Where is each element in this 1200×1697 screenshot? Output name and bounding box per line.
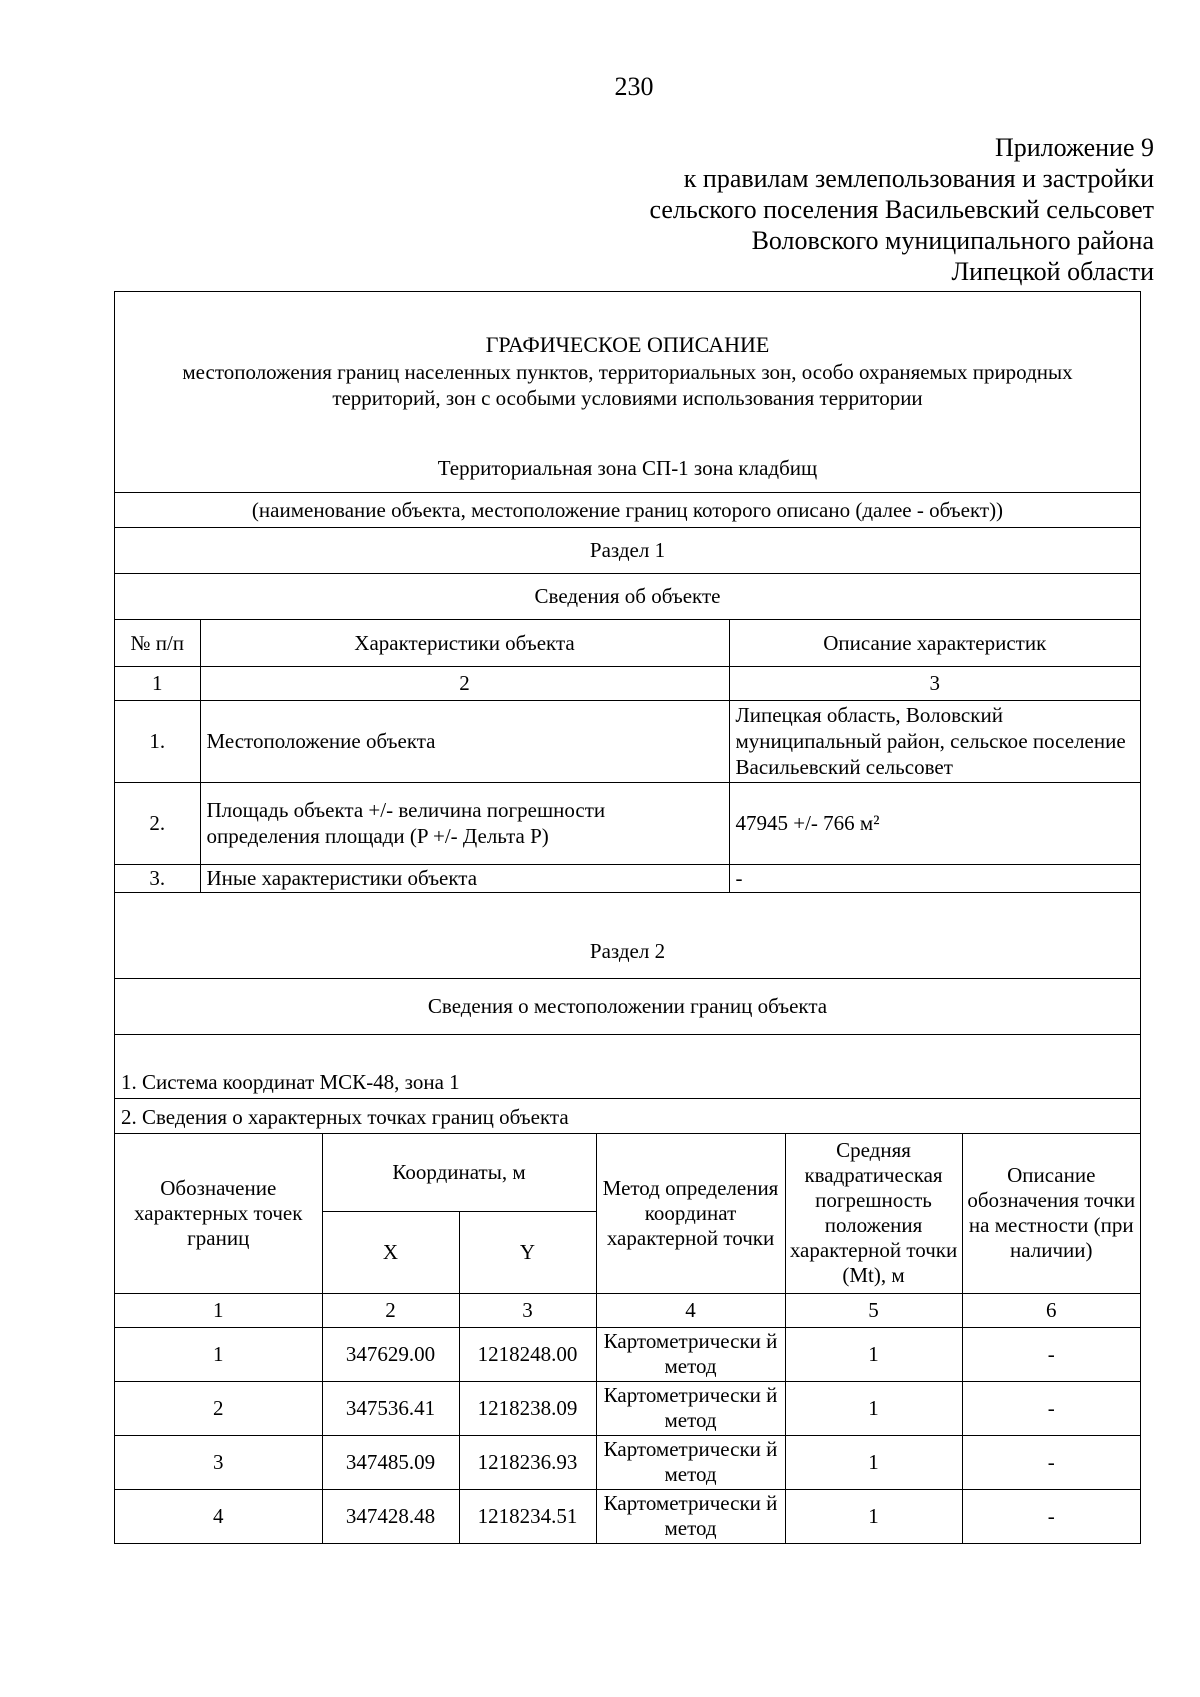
description-cell: 47945 +/- 766 м² — [729, 782, 1140, 864]
appendix-header — [650, 132, 1155, 287]
error-cell: 1 — [785, 1435, 962, 1489]
document-header — [115, 292, 1140, 493]
table-row — [115, 864, 1140, 892]
y-coordinate: 1218238.09 — [459, 1381, 596, 1435]
method-cell: Картометрически й метод — [596, 1489, 785, 1543]
appendix-line: к правилам землепользования и застройки — [683, 164, 1154, 193]
x-coordinate: 347629.00 — [322, 1327, 459, 1381]
column-number-row — [115, 1293, 1140, 1327]
error-cell: 1 — [785, 1381, 962, 1435]
column-number: 3 — [459, 1293, 596, 1327]
column-header: X — [322, 1211, 459, 1293]
y-coordinate: 1218234.51 — [459, 1489, 596, 1543]
column-header: Описание характеристик — [729, 620, 1140, 666]
row-number: 2. — [115, 782, 200, 864]
table-row — [115, 1435, 1140, 1489]
y-coordinate: 1218248.00 — [459, 1327, 596, 1381]
column-number: 2 — [322, 1293, 459, 1327]
column-number: 1 — [115, 666, 200, 700]
table-row — [115, 700, 1140, 782]
column-number: 2 — [200, 666, 729, 700]
column-header: Описание обозначения точки на местности (при наличии) — [962, 1133, 1140, 1293]
error-cell: 1 — [785, 1327, 962, 1381]
characteristic-cell: Площадь объекта +/- величина погрешности определения площади (P +/- Дельта P) — [200, 782, 729, 864]
column-header: Характеристики объекта — [200, 620, 729, 666]
appendix-line: Липецкой области — [951, 257, 1154, 286]
appendix-line: сельского поселения Васильевский сельсовет — [649, 195, 1154, 224]
point-id: 2 — [115, 1381, 322, 1435]
description-cell: Липецкая область, Воловский муниципальный район, сельское поселение Васильевский сельсовет — [729, 700, 1140, 782]
coordinate-system: 1. Система координат МСК-48, зона 1 — [115, 1035, 1140, 1099]
column-number: 5 — [785, 1293, 962, 1327]
object-info-table — [115, 620, 1140, 893]
column-header: Y — [459, 1211, 596, 1293]
description-cell: - — [729, 864, 1140, 892]
characteristic-cell: Местоположение объекта — [200, 700, 729, 782]
table-header-row — [115, 1133, 1140, 1211]
column-number-row — [115, 666, 1140, 700]
y-coordinate: 1218236.93 — [459, 1435, 596, 1489]
points-title: 2. Сведения о характерных точках границ объекта — [121, 1104, 569, 1129]
document-title: ГРАФИЧЕСКОЕ ОПИСАНИЕ — [485, 332, 770, 357]
table-row — [115, 782, 1140, 864]
appendix-line: Воловского муниципального района — [751, 226, 1154, 255]
row-number: 1. — [115, 700, 200, 782]
column-header: Средняя квадратическая погрешность положения характерной точки (Mt), м — [785, 1133, 962, 1293]
point-id: 1 — [115, 1327, 322, 1381]
point-id: 3 — [115, 1435, 322, 1489]
appendix-line: Приложение 9 — [994, 133, 1154, 162]
column-header: Координаты, м — [322, 1133, 596, 1211]
error-cell: 1 — [785, 1489, 962, 1543]
document-subtitle: местоположения границ населенных пунктов, территориальных зон, особо охраняемых природных территорий, зон с особыми условиями использования территории — [182, 360, 1073, 410]
x-coordinate: 347485.09 — [322, 1435, 459, 1489]
x-coordinate: 347536.41 — [322, 1381, 459, 1435]
column-header: № п/п — [115, 620, 200, 666]
zone-name: Территориальная зона СП-1 зона кладбищ — [437, 456, 818, 480]
method-cell: Картометрически й метод — [596, 1381, 785, 1435]
table-header-row — [115, 620, 1140, 666]
point-id: 4 — [115, 1489, 322, 1543]
section1-title: Раздел 1 — [115, 528, 1140, 574]
table-row — [115, 1381, 1140, 1435]
row-number: 3. — [115, 864, 200, 892]
section2-subtitle: Сведения о местоположении границ объекта — [115, 979, 1140, 1035]
boundary-points-table — [115, 1133, 1140, 1544]
column-header: Обозначение характерных точек границ — [115, 1133, 322, 1293]
method-cell: Картометрически й метод — [596, 1327, 785, 1381]
section2-title: Раздел 2 — [115, 893, 1140, 979]
table-row — [115, 1327, 1140, 1381]
point-description: - — [962, 1327, 1140, 1381]
page-number: 230 — [614, 72, 654, 101]
column-header: Метод определения координат характерной точки — [596, 1133, 785, 1293]
method-cell: Картометрически й метод — [596, 1435, 785, 1489]
table-row — [115, 1489, 1140, 1543]
document-frame — [114, 291, 1141, 1544]
point-description: - — [962, 1435, 1140, 1489]
x-coordinate: 347428.48 — [322, 1489, 459, 1543]
characteristic-cell: Иные характеристики объекта — [200, 864, 729, 892]
column-number: 4 — [596, 1293, 785, 1327]
object-caption: (наименование объекта, местоположение границ которого описано (далее - объект)) — [115, 493, 1140, 528]
point-description: - — [962, 1381, 1140, 1435]
point-description: - — [962, 1489, 1140, 1543]
column-number: 1 — [115, 1293, 322, 1327]
section1-subtitle: Сведения об объекте — [115, 574, 1140, 620]
column-number: 3 — [729, 666, 1140, 700]
column-number: 6 — [962, 1293, 1140, 1327]
